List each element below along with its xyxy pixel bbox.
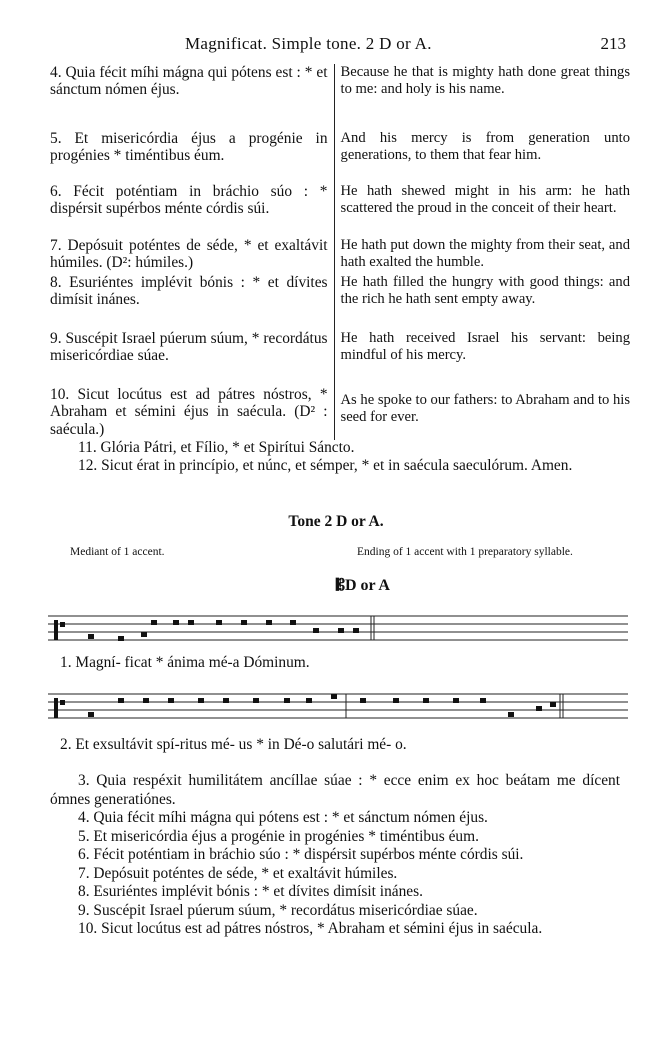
neumes (54, 620, 359, 641)
chant-staff (48, 608, 628, 648)
example-line: 2. Et exsultávit spí-ritus mé- us * in Dé-o salutári mé- o. (60, 736, 407, 753)
verse-pair (50, 237, 630, 274)
clef-icon: 𝄡 (336, 577, 345, 594)
verse-pair (50, 130, 630, 183)
verse-list (50, 772, 620, 939)
verse-pair (50, 386, 630, 440)
latin-verse: 7. Depósuit poténtes de séde, * et exaltávit húmiles. (D²: húmiles.) (50, 237, 328, 272)
verse: 8. Esuriéntes implévit bónis : * et dívites dimísit inánes. (78, 883, 423, 900)
latin-verse: 8. Esuriéntes implévit bónis : * et dívites dimísit inánes. (50, 274, 328, 309)
verse: 5. Et misericórdia éjus a progénie in progénies * timéntibus éum. (78, 827, 479, 845)
english-verse: He hath received Israel his servant: being mindful of his mercy. (334, 330, 630, 386)
latin-verse: 9. Suscépit Israel púerum súum, * recordátus misericórdiae súae. (50, 330, 328, 365)
english-verse: He hath shewed might in his arm: he hath scattered the proud in the conceit of their heart. (334, 183, 630, 237)
latin-verse: 5. Et misericórdia éjus a progénie in progénies * timéntibus éum. (50, 130, 328, 165)
doxology (50, 439, 628, 475)
tone-title: Tone 2 D or A. (288, 513, 384, 530)
page-header (0, 34, 672, 54)
english-verse: He hath put down the mighty from their seat, and hath exalted the humble. (334, 237, 630, 274)
latin-verse: 4. Quia fécit míhi mágna qui pótens est : * et sánctum nómen éjus. (50, 64, 328, 99)
english-verse: Because he that is mighty hath done great things to me: and holy is his name. (334, 64, 630, 130)
clef-label: D or A (344, 577, 390, 594)
verse: 4. Quia fécit míhi mágna qui pótens est : * et sánctum nómen éjus. (78, 809, 488, 826)
doxology-verse: 11. Glória Pátri, et Fílio, * et Spirítui Sáncto. (78, 439, 355, 456)
verse: 3. Quia respéxit humilitátem ancíllae súae : * ecce enim ex hoc beátam me dícent ómnes generatiónes. (50, 772, 620, 808)
verse: 7. Depósuit poténtes de séde, * et exaltávit húmiles. (78, 864, 398, 882)
ending-note: Ending of 1 accent with 1 preparatory syllable. (357, 546, 573, 558)
parallel-text (50, 64, 630, 440)
staff-lines (48, 608, 628, 650)
staff-lines (48, 688, 628, 730)
latin-verse: 6. Fécit poténtiam in bráchio súo : * dispérsit supérbos ménte córdis súi. (50, 183, 328, 218)
latin-verse: 10. Sicut locútus est ad pátres nóstros, * Abraham et sémini éjus in saécula. (D² : saécula.) (50, 386, 328, 438)
verse: 9. Suscépit Israel púerum súum, * recordátus misericórdiae súae. (78, 901, 478, 919)
doxology-verse: 12. Sicut érat in princípio, et núnc, et sémper, * et in saécula saeculórum. Amen. (78, 457, 573, 474)
verse-pair (50, 183, 630, 237)
verse-pair (50, 274, 630, 330)
page-number: 213 (600, 34, 626, 53)
clef-indicator (336, 577, 390, 595)
neumes (54, 694, 556, 718)
mediant-note: Mediant of 1 accent. (70, 546, 165, 558)
verse-pair (50, 330, 630, 386)
example-line: 1. Magní- ficat * ánima mé-a Dóminum. (60, 654, 310, 671)
english-verse: As he spoke to our fathers: to Abraham and to his seed for ever. (334, 386, 630, 440)
verse: 10. Sicut locútus est ad pátres nóstros, * Abraham et sémini éjus in saécula. (78, 920, 543, 937)
running-title: Magnificat. Simple tone. 2 D or A. (185, 34, 432, 53)
chant-staff (48, 688, 628, 728)
english-verse: He hath filled the hungry with good things: and the rich he hath sent empty away. (334, 274, 630, 330)
english-verse: And his mercy is from generation unto generations, to them that fear him. (334, 130, 630, 183)
verse-pair (50, 64, 630, 130)
verse: 6. Fécit poténtiam in bráchio súo : * dispérsit supérbos ménte córdis súi. (78, 846, 524, 863)
